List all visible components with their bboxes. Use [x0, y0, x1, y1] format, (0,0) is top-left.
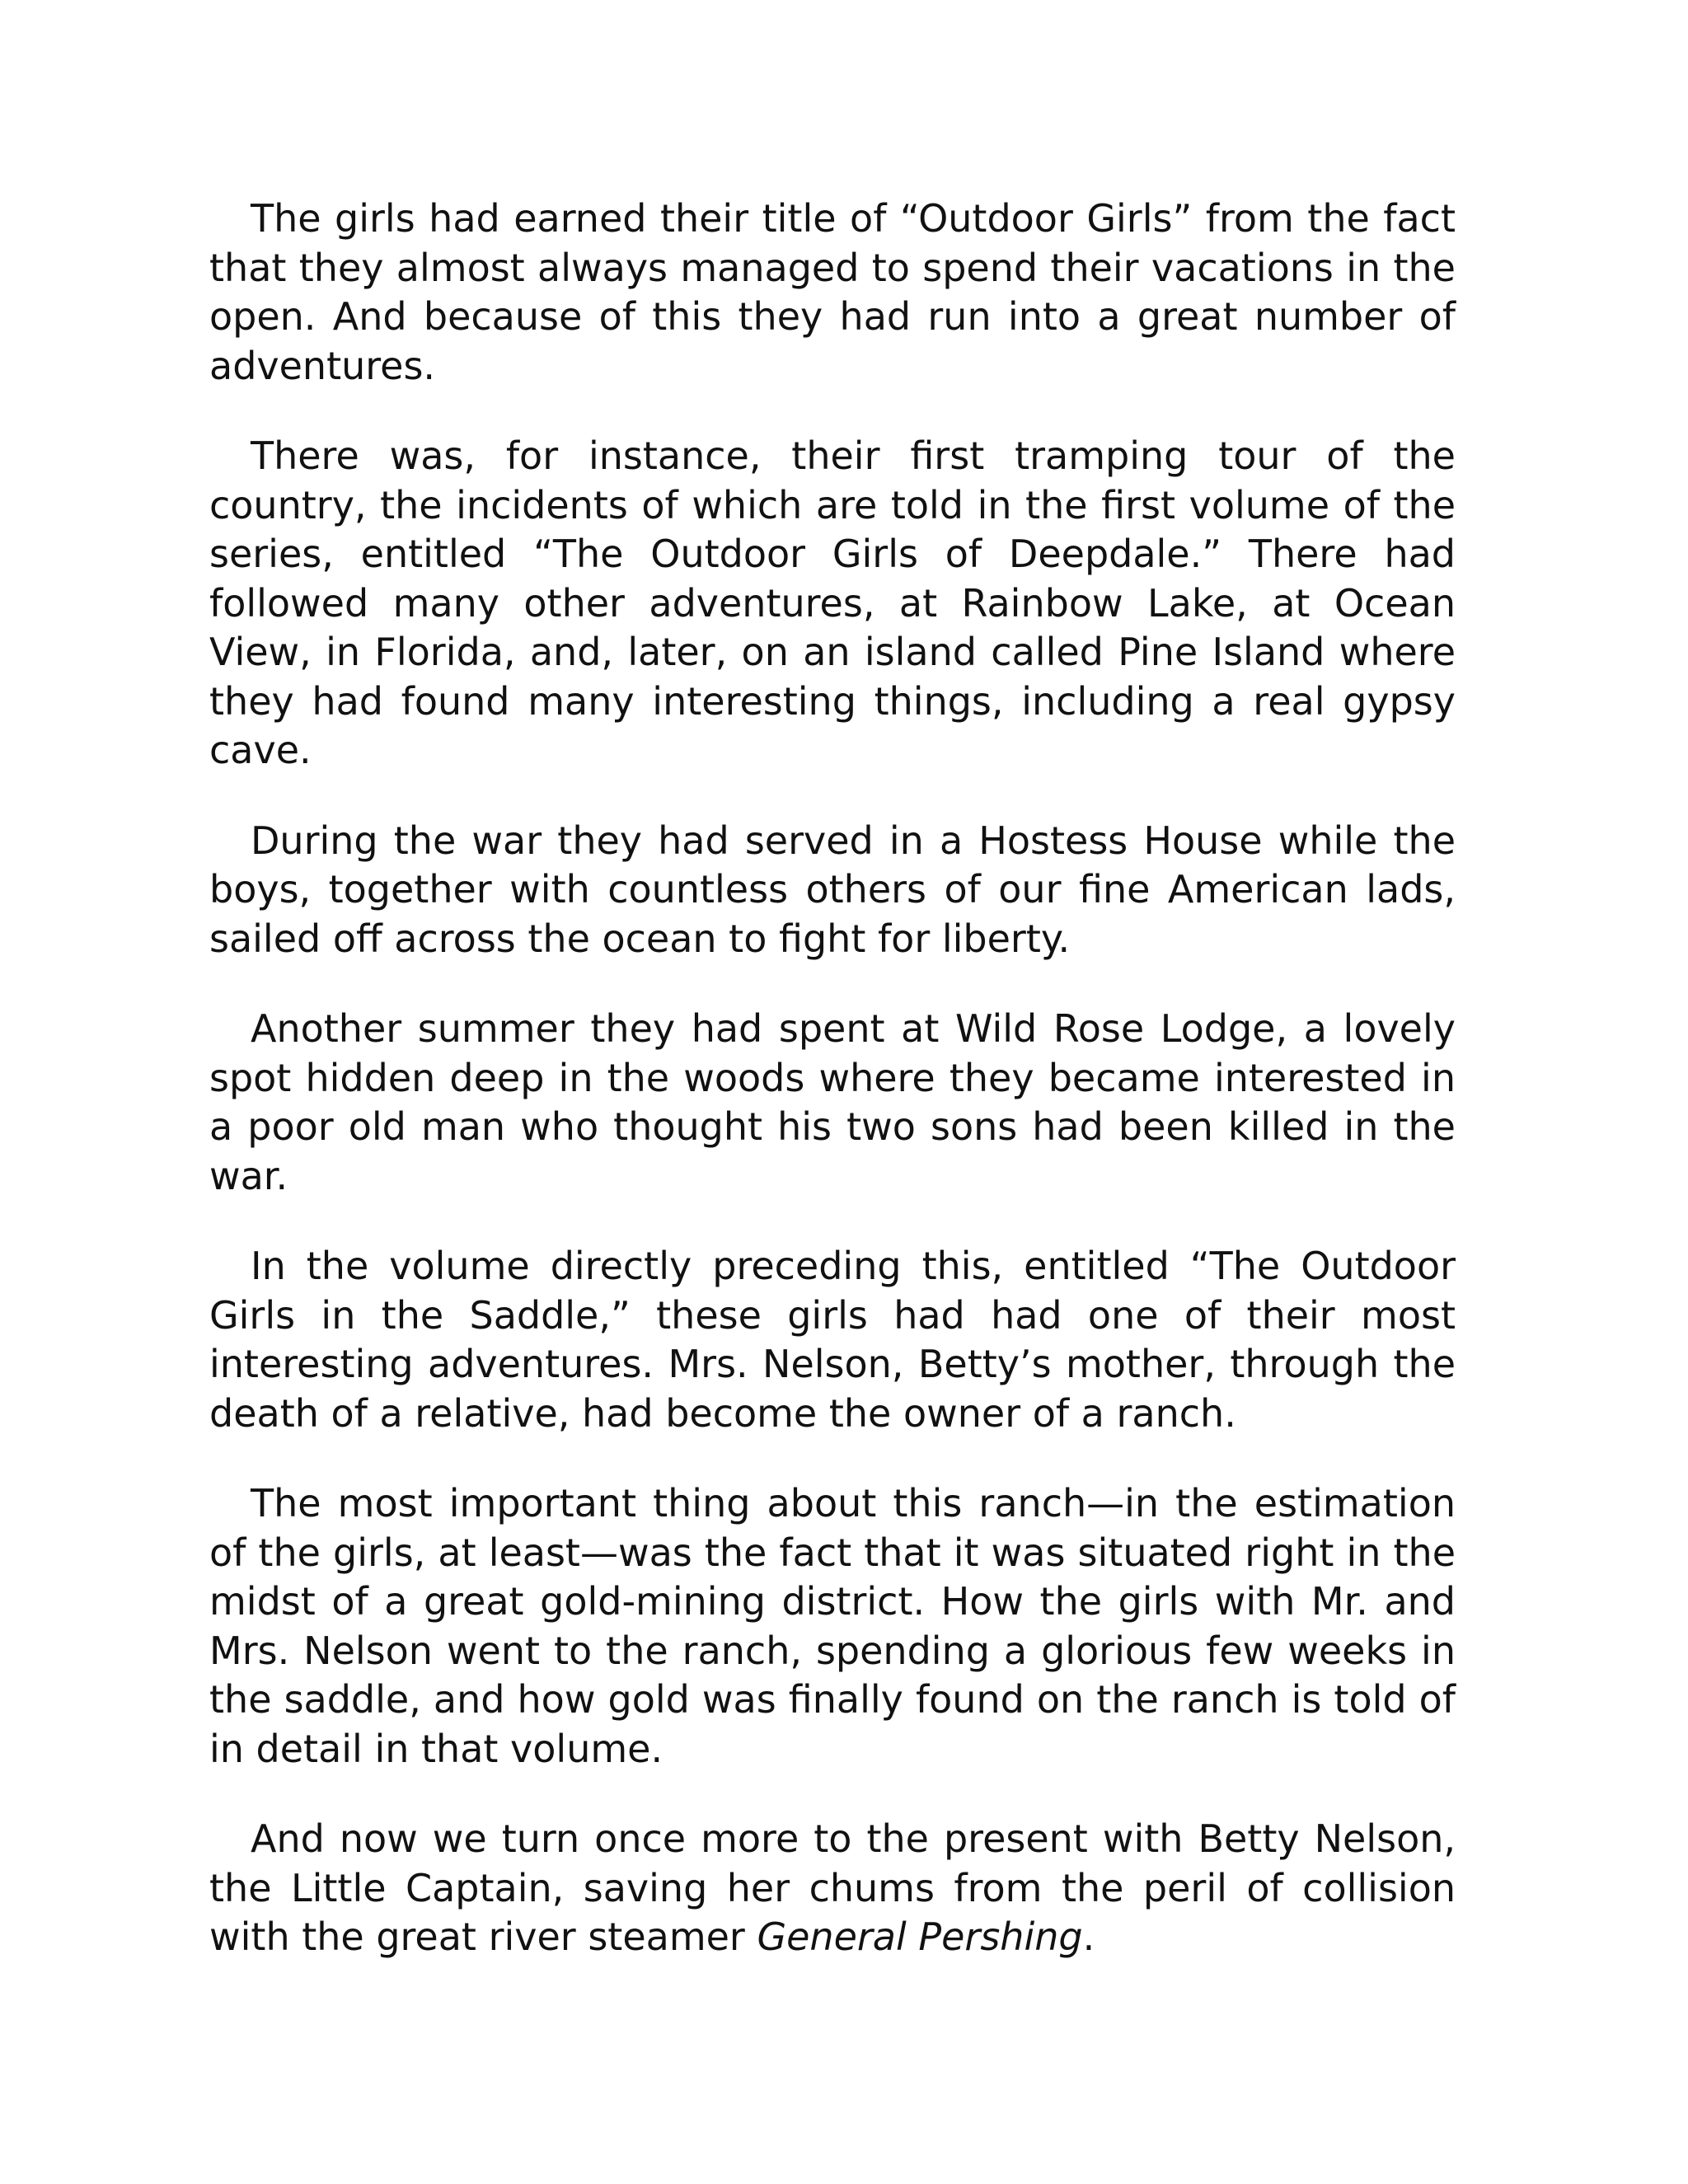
paragraph-last-text: And now we turn once more to the present with Betty Nelson, the Little Captain, saving her chums from the peril of collision with the great river steamer [209, 1816, 1456, 1959]
paragraph: There was, for instance, their first tramping tour of the country, the incidents of which are told in the first volume of the series, entitled “The Outdoor Girls of Deepdale.” There had followed many other adventures, at Rainbow Lake, at Ocean View, in Florida, and, later, on an island called Pine Island where they had found many interesting things, including a real gypsy cave. [209, 434, 1456, 772]
paragraph: In the volume directly preceding this, entitled “The Outdoor Girls in the Saddle,” these girls had had one of their most interesting adventures. Mrs. Nelson, Betty’s mother, through the death of a relative, had become the owner of a ranch. [209, 1244, 1456, 1436]
paragraph: Another summer they had spent at Wild Rose Lodge, a lovely spot hidden deep in the woods where they became interested in a poor old man who thought his two sons had been killed in the war. [209, 1006, 1456, 1198]
page-body [209, 194, 1456, 1962]
paragraph: The girls had earned their title of “Outdoor Girls” from the fact that they almost always managed to spend their vacations in the open. And because of this they had run into a great number of adventures. [209, 196, 1456, 388]
paragraph-last-end: . [1082, 1915, 1095, 1959]
paragraph: During the war they had served in a Hostess House while the boys, together with countless others of our fine American lads, sailed off across the ocean to fight for liberty. [209, 818, 1456, 961]
paragraph-last [209, 1815, 1456, 1962]
steamer-name: General Pershing [757, 1915, 1083, 1959]
paragraph: The most important thing about this ranch—in the estimation of the girls, at least—was the fact that it was situated right in the midst of a great gold-mining district. How the girls with Mr. and Mrs. Nelson went to the ranch, spending a glorious few weeks in the saddle, and how gold was finally found on the ranch is told of in detail in that volume. [209, 1481, 1456, 1771]
